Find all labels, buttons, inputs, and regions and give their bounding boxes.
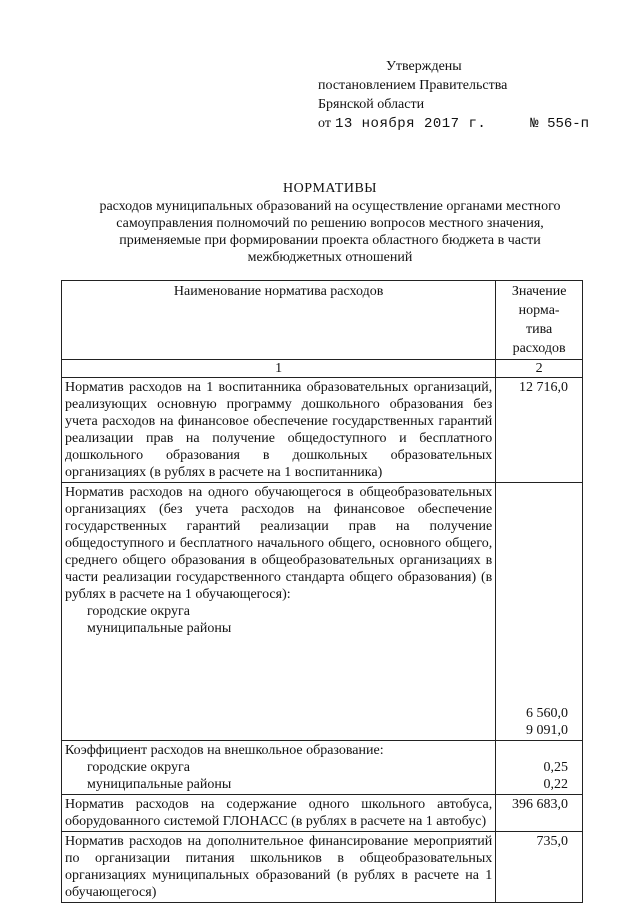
row-sub-value: 9 091,0: [526, 723, 568, 738]
row-sub-value: 0,22: [543, 777, 568, 792]
table-row: [62, 483, 583, 741]
title-line-1: расходов муниципальных образований на осуществление органами местного: [99, 199, 561, 214]
norms-table: [61, 280, 583, 903]
row-text: Норматив расходов на 1 воспитанника образовательных организаций, реализующих основную программу дошкольного образования без учета расходов на финансовое обеспечение государственных гарантий реализации прав на получение общедоступного и бесплатного дошкольного образования в дошкольных образовательных организациях (в рублях в расчете на 1 воспитанника): [62, 378, 496, 483]
approval-stamp: [318, 57, 589, 134]
approval-line-region: Брянской области: [318, 97, 425, 112]
row-value-cell: [496, 483, 583, 741]
approval-line-resolution: постановлением Правительства: [318, 78, 508, 93]
approval-number: № 556-п: [530, 116, 590, 132]
header-value-line: расходов: [512, 341, 566, 356]
row-text-cell: [62, 741, 496, 795]
column-number-row: [62, 360, 583, 378]
title-line-2: самоуправления полномочий по решению вопросов местного значения,: [116, 216, 544, 231]
row-text: Норматив расходов на дополнительное финансирование мероприятий по организации питания школьников в общеобразовательных организациях муниципальных образований (в рублях в расчете на 1 обучающегося): [62, 832, 496, 903]
table-row: [62, 378, 583, 483]
document-title: [60, 180, 600, 266]
approval-line-approved: Утверждены: [386, 59, 462, 74]
row-text: Коэффициент расходов на внешкольное образование:: [65, 743, 384, 758]
column-number-1: 1: [62, 360, 496, 378]
row-value-cell: [496, 741, 583, 795]
table-row: [62, 741, 583, 795]
row-sub-value: 0,25: [543, 760, 568, 775]
header-value-line: Значение: [511, 284, 567, 299]
row-value: 12 716,0: [496, 378, 583, 483]
row-sub-label: городские округа: [87, 604, 190, 619]
header-name-cell: Наименование норматива расходов: [62, 281, 496, 360]
column-number-2: 2: [496, 360, 583, 378]
title-line-4: межбюджетных отношений: [247, 250, 413, 265]
table-row: [62, 832, 583, 903]
approval-date-prefix: от: [318, 116, 331, 131]
approval-decree-line: [318, 114, 589, 134]
row-text-cell: [62, 483, 496, 741]
row-value: 396 683,0: [496, 795, 583, 832]
header-value-line: норма-: [518, 303, 560, 318]
header-value-cell: [496, 281, 583, 360]
header-value-line: тива: [526, 322, 553, 337]
title-heading: НОРМАТИВЫ: [282, 181, 378, 196]
row-sub-value: 6 560,0: [526, 706, 568, 721]
row-value: 735,0: [496, 832, 583, 903]
table-header-row: [62, 281, 583, 360]
table-row: [62, 795, 583, 832]
row-text: Норматив расходов на содержание одного школьного автобуса, оборудованного системой ГЛОНАСС (в рублях в расчете на 1 автобус): [62, 795, 496, 832]
row-sub-label: муниципальные районы: [87, 777, 232, 792]
row-text: Норматив расходов на одного обучающегося в общеобразовательных организациях (без учета расходов на финансовое обеспечение государственных гарантий реализации прав на получение общедоступного и бесплатного начального общего, основного общего, среднего общего образования в общеобразовательных организациях в части реализации государственного стандарта общего образования) (в рублях в расчете на 1 обучающегося):: [65, 485, 493, 602]
row-sub-label: муниципальные районы: [87, 621, 232, 636]
row-sub-label: городские округа: [87, 760, 190, 775]
title-line-3: применяемые при формировании проекта областного бюджета в части: [119, 233, 541, 248]
approval-date: 13 ноября 2017 г.: [334, 116, 487, 132]
